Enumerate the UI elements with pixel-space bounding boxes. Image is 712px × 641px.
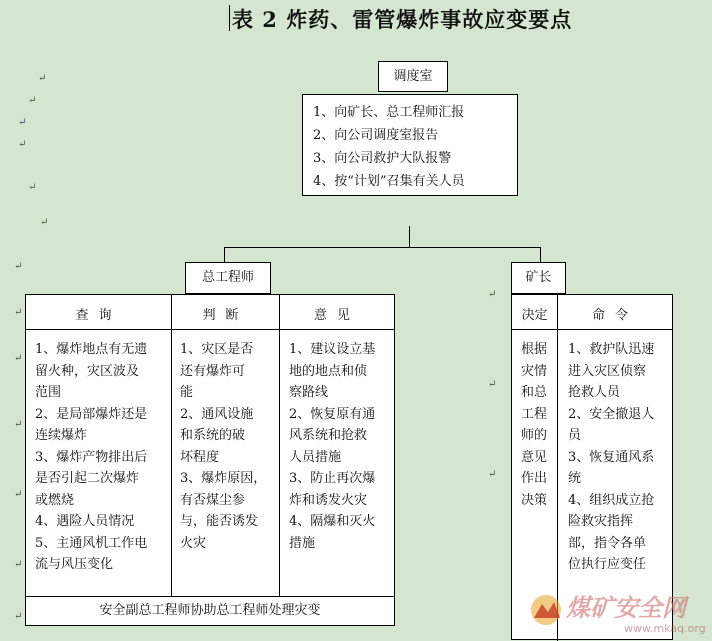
connector-line: [224, 247, 225, 262]
inquiry-line: 留火种，灾区波及: [35, 363, 140, 379]
judgment-line: 还有爆炸可: [180, 363, 246, 379]
dispatch-room-label: 调度室: [393, 69, 433, 84]
column-divider: [171, 295, 172, 596]
decision-line: 决策: [521, 492, 548, 508]
command-line: 统: [568, 471, 582, 486]
command-line: 员: [568, 428, 582, 443]
opinion-line: 人员措施: [289, 449, 342, 465]
inquiry-line: 3、爆炸产物排出后: [35, 449, 148, 465]
column-header-decision: 决定: [521, 308, 548, 323]
inquiry-line: 或燃烧: [35, 492, 75, 508]
paragraph-mark: ↵: [14, 419, 23, 430]
column-header-opinion: 意见: [313, 308, 360, 323]
judgment-line: 与，能否诱发: [180, 514, 259, 529]
judgment-line: 2、通风设施: [180, 406, 254, 422]
opinion-line: 3、防止再次爆: [289, 471, 376, 486]
judgment-line: 1、灾区是否: [180, 342, 254, 357]
paragraph-mark: ↵: [14, 559, 23, 570]
opinion-line: 风系统和抢救: [289, 428, 368, 443]
inquiry-line: 范围: [35, 385, 62, 400]
chief-engineer-node: [185, 262, 271, 294]
paragraph-mark: ↵: [488, 289, 497, 300]
chief-engineer-table: [25, 294, 395, 626]
paragraph-mark: ↵: [14, 307, 23, 318]
judgment-line: 火灾: [180, 535, 207, 551]
inquiry-line: 5、主通风机工作电: [35, 535, 148, 551]
inquiry-line: 是否引起二次爆炸: [35, 471, 140, 486]
column-header-command: 命令: [591, 308, 638, 323]
opinion-line: 4、隔爆和灭火: [289, 514, 376, 529]
judgment-line: 有否煤尘参: [180, 492, 246, 508]
watermark-logo: [528, 586, 708, 636]
paragraph-mark: ↵: [14, 353, 23, 364]
command-line: 2、安全撤退人: [568, 406, 655, 422]
decision-line: 灾情: [521, 363, 548, 379]
dispatch-action: 2、向公司调度室报告: [313, 128, 439, 143]
judgment-line: 和系统的破: [180, 428, 246, 443]
paragraph-mark: ↵: [488, 379, 497, 390]
command-line: 抢救人员: [568, 385, 621, 400]
judgment-cell: [180, 339, 266, 554]
decision-line: 和总: [521, 385, 548, 400]
header-divider: [512, 329, 672, 330]
paragraph-mark: ↵: [28, 182, 37, 193]
column-divider: [279, 295, 280, 596]
decision-cell: [521, 339, 547, 511]
dispatch-action: 1、向矿长、总工程师汇报: [313, 105, 465, 120]
command-line: 1、救护队迅速: [568, 342, 655, 357]
judgment-line: 坏程度: [180, 449, 220, 465]
inquiry-line: 2、是局部爆炸还是: [35, 406, 148, 422]
command-line: 3、恢复通风系: [568, 449, 655, 465]
decision-line: 工程: [521, 406, 548, 422]
opinion-line: 措施: [289, 535, 316, 551]
inquiry-cell: [35, 339, 147, 576]
command-line: 4、组织成立抢: [568, 492, 655, 508]
dispatch-action: 3、向公司救护大队报警: [313, 151, 452, 166]
inquiry-line: 4、遇险人员情况: [35, 514, 135, 529]
text-cursor: [229, 5, 230, 31]
column-header-judgment: 判断: [202, 308, 249, 323]
dispatch-action: 4、按“计划”召集有关人员: [313, 174, 465, 189]
chief-engineer-footer: 安全副总工程师协助总工程师处理灾变: [99, 603, 321, 618]
decision-line: 师的: [521, 428, 548, 443]
header-divider: [26, 329, 394, 330]
opinion-cell: [289, 339, 375, 554]
mine-director-node: [511, 262, 566, 294]
paragraph-mark: ↵: [40, 217, 49, 228]
paragraph-mark: ↵: [18, 139, 27, 150]
opinion-line: 察路线: [289, 385, 329, 400]
opinion-line: 地的地点和侦: [289, 363, 368, 379]
dispatch-room-node: [378, 61, 448, 92]
opinion-line: 1、建议设立基: [289, 342, 376, 357]
connector-line: [540, 247, 541, 262]
inquiry-line: 连续爆炸: [35, 428, 88, 443]
page-title: 表 2 炸药、雷管爆炸事故应变要点: [232, 7, 573, 32]
judgment-line: 3、爆炸原因，: [180, 471, 267, 486]
judgment-line: 能: [180, 385, 194, 400]
decision-line: 根据: [521, 342, 548, 357]
paragraph-mark: ↵: [14, 261, 23, 272]
chief-engineer-label: 总工程师: [201, 270, 254, 285]
paragraph-mark: ↵: [488, 469, 497, 480]
paragraph-mark: ↵: [14, 489, 23, 500]
svg-text:www.mkaq.org: www.mkaq.org: [624, 622, 706, 635]
command-line: 部，指令各单: [568, 535, 647, 551]
dispatch-actions-box: [302, 94, 518, 196]
svg-text:煤矿安全网: 煤矿安全网: [566, 593, 686, 622]
inquiry-line: 1、爆炸地点有无遗: [35, 342, 148, 357]
paragraph-mark: ↵: [38, 73, 47, 84]
paragraph-mark: ↵: [14, 611, 23, 622]
paragraph-mark: ↵: [18, 117, 27, 128]
connector-line: [224, 247, 541, 248]
column-header-inquiry: 查询: [75, 308, 122, 323]
connector-line: [409, 226, 410, 248]
command-line: 险救灾指挥: [568, 514, 634, 529]
command-line: 进入灾区侦察: [568, 363, 647, 379]
opinion-line: 2、恢复原有通: [289, 406, 376, 422]
inquiry-line: 流与风压变化: [35, 557, 114, 572]
command-cell: [568, 339, 654, 576]
command-line: 位执行应变任: [568, 557, 647, 572]
watermark-emblem-icon: [528, 586, 708, 636]
paragraph-mark: ↵: [28, 95, 37, 106]
decision-line: 作出: [521, 471, 548, 486]
decision-line: 意见: [521, 449, 548, 465]
opinion-line: 炸和诱发火灾: [289, 492, 368, 508]
mine-director-label: 矿长: [525, 270, 552, 285]
